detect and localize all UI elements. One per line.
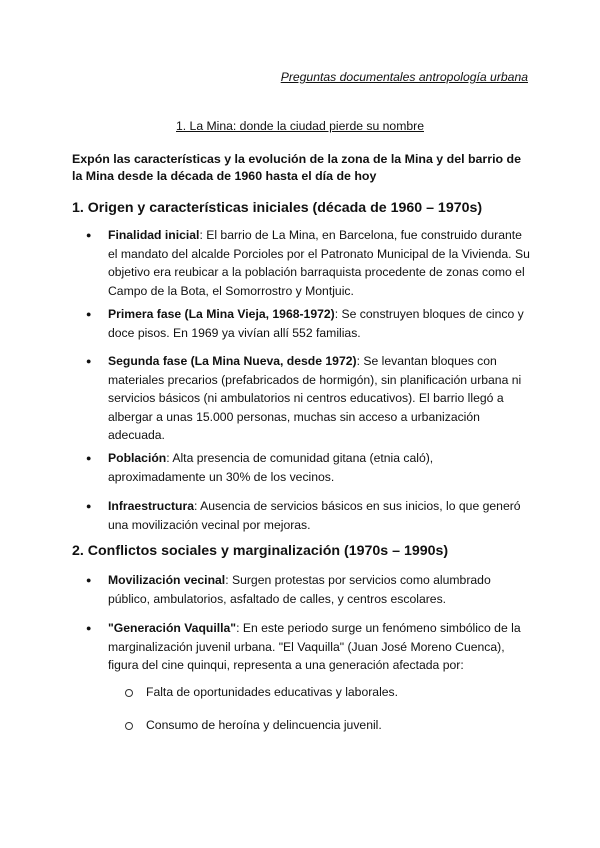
section-title: 1. La Mina: donde la ciudad pierde su nombre xyxy=(176,119,424,133)
item-term: Población xyxy=(108,451,167,465)
list-item xyxy=(86,449,530,486)
heading-conflictos: 2. Conflictos sociales y marginalización (1970s – 1990s) xyxy=(72,543,449,559)
item-text: : Se levantan bloques con materiales precarios (prefabricados de hormigón), sin planificación urbana ni servicios básicos (ni ambulatorios ni centros educativos). El barrio llegó a albergar a unas 15.000 personas, muchas sin acceso a urbanización adecuada. xyxy=(108,354,522,442)
bullet-icon: ● xyxy=(86,575,92,585)
item-term: Primera fase (La Mina Vieja, 1968-1972) xyxy=(108,307,335,321)
sub-item-text: Falta de oportunidades educativas y laborales. xyxy=(146,685,399,699)
item-term: Finalidad inicial xyxy=(108,228,200,242)
item-text: : Alta presencia de comunidad gitana (etnia caló), aproximadamente un 30% de los vecinos. xyxy=(108,451,434,484)
bullet-icon: ● xyxy=(86,501,92,511)
item-term: Movilización vecinal xyxy=(108,573,226,587)
list-item xyxy=(86,305,530,342)
item-text: : En este periodo surge un fenómeno simbólico de la marginalización juvenil urbana. "El Vaquilla" (Juan José Moreno Cuenca), figura del cine quinqui, representa a una generación afectada por: xyxy=(108,621,521,672)
question-prompt: Expón las características y la evolución de la zona de la Mina y del barrio de la Mina desde la década de 1960 hasta el día de hoy xyxy=(72,152,521,183)
list-item xyxy=(86,497,530,534)
bullet-icon: ● xyxy=(86,309,92,319)
list-item xyxy=(86,352,530,445)
item-term: Infraestructura xyxy=(108,499,195,513)
list-item xyxy=(86,226,530,300)
item-text: : Se construyen bloques de cinco y doce pisos. En 1969 ya vivían allí 552 familias. xyxy=(108,307,524,340)
sub-item-text: Consumo de heroína y delincuencia juvenil. xyxy=(146,718,382,732)
bullet-icon: ● xyxy=(86,230,92,240)
bullet-icon: ● xyxy=(86,356,92,366)
item-term: "Generación Vaquilla" xyxy=(108,621,237,635)
item-text: : Surgen protestas por servicios como alumbrado público, ambulatorios, asfaltado de calles, y centros escolares. xyxy=(108,573,491,606)
circle-bullet-icon xyxy=(125,722,133,730)
sub-list-item xyxy=(146,716,530,735)
bullet-icon: ● xyxy=(86,623,92,633)
course-header: Preguntas documentales antropología urbana xyxy=(280,70,528,84)
item-text: : El barrio de La Mina, en Barcelona, fue construido durante el mandato del alcalde Porcioles por el Patronato Municipal de la Vivienda. Su objetivo era reubicar a la población barraquista procedente de zonas como el Campo de la Bota, el Somorrostro y Montjuic. xyxy=(108,228,530,298)
sub-list-item xyxy=(146,683,530,702)
list-item xyxy=(86,619,530,675)
circle-bullet-icon xyxy=(125,689,133,697)
heading-origen: 1. Origen y características iniciales (década de 1960 – 1970s) xyxy=(72,200,483,216)
bullet-icon: ● xyxy=(86,453,92,463)
item-term: Segunda fase (La Mina Nueva, desde 1972) xyxy=(108,354,357,368)
list-item xyxy=(86,571,530,608)
item-text: : Ausencia de servicios básicos en sus inicios, lo que generó una movilización vecinal por mejoras. xyxy=(108,499,521,532)
